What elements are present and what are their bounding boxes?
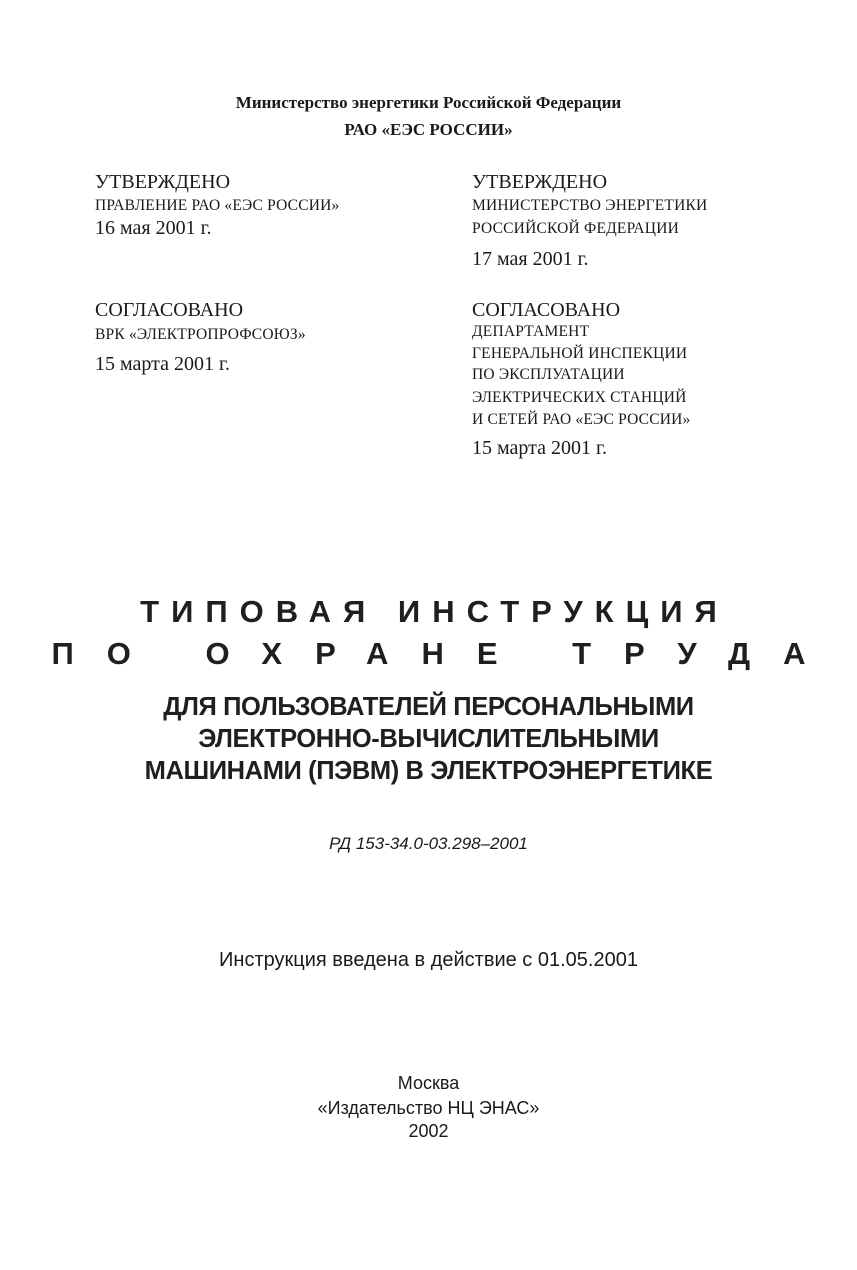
imprint-year: 2002 bbox=[408, 1121, 449, 1141]
agreed-body-left: ВРК «ЭЛЕКТРОПРОФСОЮЗ» bbox=[95, 326, 306, 343]
document-title-line-2: ПО ОХРАНЕ ТРУДА bbox=[51, 636, 839, 671]
agreed-heading-left: СОГЛАСОВАНО bbox=[95, 299, 244, 321]
approved-heading-left: УТВЕРЖДЕНО bbox=[95, 171, 231, 193]
document-subtitle-line-1: ДЛЯ ПОЛЬЗОВАТЕЛЕЙ ПЕРСОНАЛЬНЫМИ bbox=[163, 693, 694, 721]
agreed-body-right-line-2: ГЕНЕРАЛЬНОЙ ИНСПЕКЦИИ bbox=[472, 345, 688, 362]
imprint-city: Москва bbox=[397, 1073, 460, 1093]
approved-body-right-line-1: МИНИСТЕРСТВО ЭНЕРГЕТИКИ bbox=[472, 197, 708, 214]
agreed-body-right-line-3: ПО ЭКСПЛУАТАЦИИ bbox=[472, 366, 625, 383]
imprint-publisher: «Издательство НЦ ЭНАС» bbox=[317, 1098, 540, 1118]
document-subtitle-line-2: ЭЛЕКТРОННО-ВЫЧИСЛИТЕЛЬНЫМИ bbox=[198, 725, 659, 753]
effective-date-note: Инструкция введена в действие с 01.05.2001 bbox=[219, 949, 638, 971]
agreed-heading-right: СОГЛАСОВАНО bbox=[472, 299, 621, 321]
approved-body-left: ПРАВЛЕНИЕ РАО «ЕЭС РОССИИ» bbox=[95, 197, 340, 214]
agreed-body-right-line-1: ДЕПАРТАМЕНТ bbox=[472, 323, 590, 340]
document-code: РД 153-34.0-03.298–2001 bbox=[329, 834, 528, 853]
agreed-body-right-line-5: И СЕТЕЙ РАО «ЕЭС РОССИИ» bbox=[472, 411, 691, 428]
approved-date-left: 16 мая 2001 г. bbox=[95, 217, 212, 239]
agreed-date-left: 15 марта 2001 г. bbox=[95, 353, 230, 375]
ministry-name: Министерство энергетики Российской Федерации bbox=[235, 93, 622, 112]
approved-heading-right: УТВЕРЖДЕНО bbox=[472, 171, 608, 193]
company-name: РАО «ЕЭС РОССИИ» bbox=[344, 120, 513, 139]
agreed-body-right-line-4: ЭЛЕКТРИЧЕСКИХ СТАНЦИЙ bbox=[472, 389, 687, 406]
approved-body-right-line-2: РОССИЙСКОЙ ФЕДЕРАЦИИ bbox=[472, 220, 679, 237]
approved-date-right: 17 мая 2001 г. bbox=[472, 248, 589, 270]
agreed-date-right: 15 марта 2001 г. bbox=[472, 437, 607, 459]
document-title-line-1: ТИПОВАЯ ИНСТРУКЦИЯ bbox=[140, 594, 729, 629]
document-subtitle-line-3: МАШИНАМИ (ПЭВМ) В ЭЛЕКТРОЭНЕРГЕТИКЕ bbox=[144, 757, 713, 785]
